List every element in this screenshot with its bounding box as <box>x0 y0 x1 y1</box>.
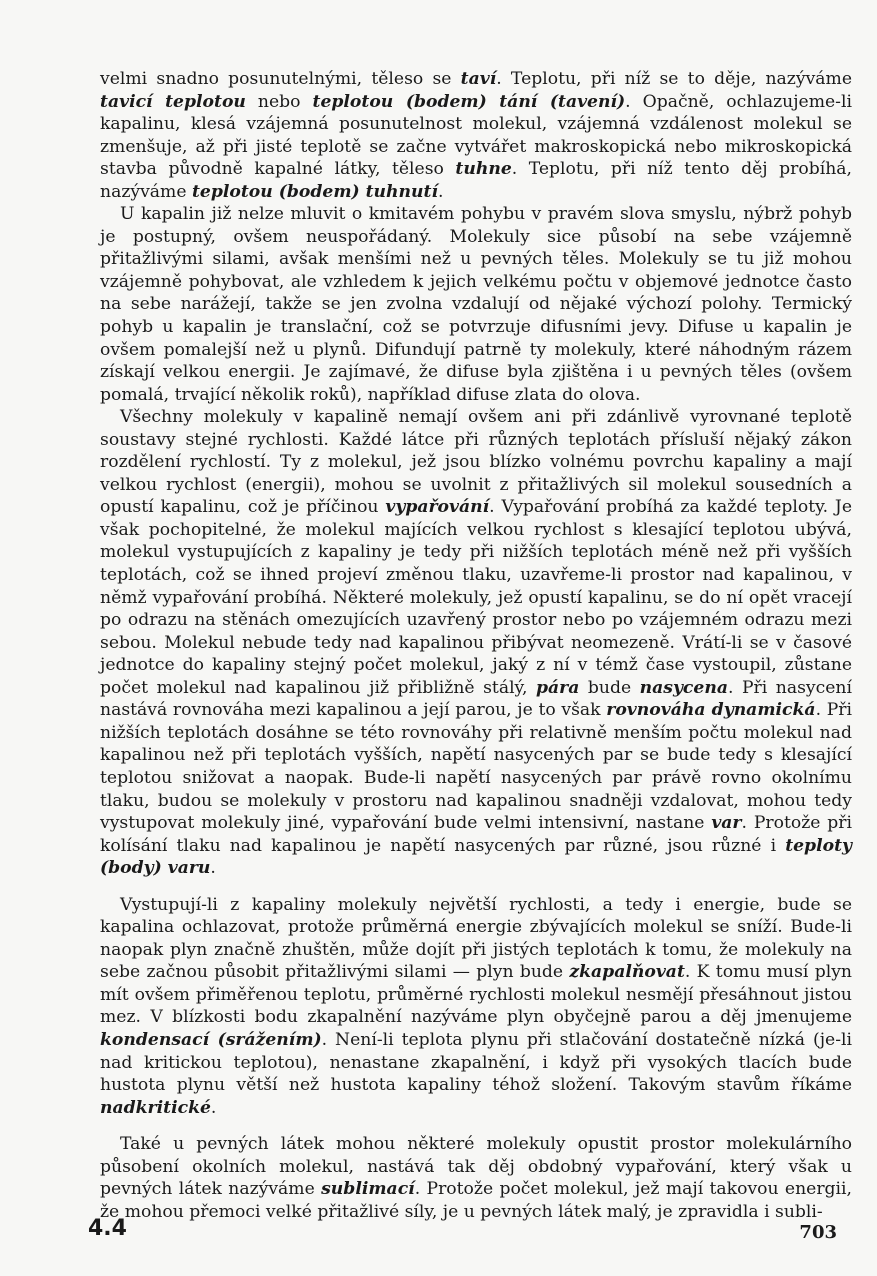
text-run: . Není-li teplota plynu při stlačování dostatečně nízká (je-li nad kritickou teplotou), nenastane zkapalnění, i když při vysokých tlacích bude hustota plynu větší než hustota kapaliny téhož složení. Takovým stavům říkáme <box>100 1029 852 1096</box>
text-run: . <box>438 181 444 202</box>
emphasized-term: var <box>711 813 742 834</box>
text-run: . Teplotu, při níž tento děj probíhá, nazýváme <box>100 159 852 202</box>
emphasized-term: kondensací (srážením) <box>100 1029 322 1050</box>
text-run: . Opačně, ochlazujeme-li kapalinu, klesá vzájemná posunutelnost molekul, vzájemná vzdálenost molekul se zmenšuje, až při jisté teplotě se začne vytvářet makroskopická nebo mikroskopická stavba původně kapalné látky, těleso <box>100 91 852 180</box>
text-run: . Při nižších teplotách dosáhne se této rovnováhy při relativně menším počtu molekul nad kapalinou než při teplotách vyšších, napětí nasycených par se bude tedy s klesající teplotou snižovat a naopak. Bude-li napětí nasycených par právě rovno okolnímu tlaku, budou se molekuly v prostoru nad kapalinou snadněji vzdalovat, mohou tedy vystupovat molekuly jiné, vypařování bude velmi intensivní, nastane <box>100 700 852 834</box>
paragraph-liquids <box>100 203 852 406</box>
text-run: . Teplotu, při níž se to děje, nazýváme <box>496 69 852 89</box>
text-run: . Protože počet molekul, jež mají takovou energii, že mohou přemoci velké přitažlivé síly, je u pevných látek malý, je zpravidla i subli- <box>100 1179 852 1222</box>
emphasized-term: teplotou (bodem) tuhnutí <box>191 181 439 202</box>
text-run: . <box>210 858 216 879</box>
emphasized-term: pára <box>535 677 580 698</box>
emphasized-term: nadkritické <box>100 1097 211 1118</box>
paragraph-evaporation <box>100 406 852 879</box>
text-run: velmi snadno posunutelnými, těleso se <box>100 69 461 89</box>
text-run: nebo <box>245 91 313 112</box>
text-run: bude <box>579 677 640 698</box>
paragraph-condensation <box>100 894 852 1119</box>
text-run: . Při nasycení nastává rovnováha mezi kapalinou a její parou, je to však <box>100 677 852 721</box>
emphasized-term: taví <box>460 69 497 89</box>
text-run: . Protože při kolísání tlaku nad kapalinou je napětí nasycených par různé, jsou různé i <box>100 813 853 856</box>
text-run: . <box>210 1097 217 1118</box>
paragraph-sublimation <box>100 1133 852 1223</box>
emphasized-term: tuhne <box>455 159 512 180</box>
emphasized-term: nasycena <box>639 677 728 698</box>
paragraph-melting <box>100 68 852 203</box>
emphasized-term: vypařování <box>385 497 490 518</box>
emphasized-term: zkapalňovat <box>569 962 685 983</box>
section-number: 4.4 <box>88 1216 127 1241</box>
text-run: Všechny molekuly v kapalině nemají ovšem ani při zdánlivě vyrovnané teplotě soustavy stejné rychlosti. Každé látce při různých teplotách přísluší nějaký zákon rozdělení rychlostí. Ty z molekul, jež jsou blízko volnému povrchu kapaliny a mají velkou rychlost (energii), mohou se uvolnit z přitažlivých sil molekul sousedních a opustí kapalinu, což je příčinou <box>100 407 852 518</box>
page-body <box>100 68 852 1223</box>
text-run: U kapalin již nelze mluvit o kmitavém pohybu v pravém slova smyslu, nýbrž pohyb je postupný, ovšem neuspořádaný. Molekuly sice působí na sebe vzájemně přitažlivými silami, avšak menšími než u pevných těles. Molekuly se tu již mohou vzájemně pohybovat, ale vzhledem k jejich velkému počtu v objemové jednotce často na sebe narážejí, takže se jen zvolna vzdalují od nějaké výchozí polohy. Termický pohyb u kapalin je translační, což se potvrzuje difusními jevy. Difuse u kapalin je ovšem pomalejší než u plynů. Difundují patrně ty molekuly, které náhodným rázem získají velkou energii. Je zajímavé, že difuse byla zjištěna i u pevných těles (ovšem pomalá, trvající několik roků), například difuse zlata do olova. <box>100 204 852 405</box>
text-run: Také u pevných látek mohou některé molekuly opustit prostor molekulárního působení okolních molekul, nastává tak děj obdobný vypařování, který však u pevných látek nazýváme <box>100 1134 852 1200</box>
emphasized-term: teplotou (bodem) tání (tavení) <box>312 91 626 112</box>
text-run: . K tomu musí plyn mít ovšem přiměřenou teplotu, průměrné rychlosti molekul nesmějí přesáhnout jistou mez. V blízkosti bodu zkapalnění nazýváme plyn obyčejně parou a děj jmenujeme <box>100 962 852 1028</box>
page-number: 703 <box>799 1222 837 1243</box>
emphasized-term: teploty (body) varu <box>100 835 852 879</box>
emphasized-term: tavicí teplotou <box>100 91 246 112</box>
emphasized-term: sublimací <box>321 1179 415 1200</box>
text-run: . Vypařování probíhá za každé teploty. Je však pochopitelné, že molekul majících velkou rychlost s klesající teplotou ubývá, molekul vystupujících z kapaliny je tedy při nižších teplotách méně než při vyšších teplotách, což se ihned projeví změnou tlaku, uzavřeme-li prostor nad kapalinou, v němž vypařování probíhá. Některé molekuly, jež opustí kapalinu, se do ní opět vracejí po odrazu na stěnách omezujících uzavřený prostor nebo po vzájemném odrazu mezi sebou. Molekul nebude tedy nad kapalinou přibývat neomezeně. Vrátí-li se v časové jednotce do kapaliny stejný počet molekul, jaký z ní v témž čase vystoupil, zůstane počet molekul nad kapalinou již přibližně stálý, <box>100 497 852 698</box>
text-run: Vystupují-li z kapaliny molekuly největší rychlosti, a tedy i energie, bude se kapalina ochlazovat, protože průměrná energie zbývajících molekul se sníží. Bude-li naopak plyn značně zhuštěn, může dojít při jistých teplotách k tomu, že molekuly na sebe začnou působit přitažlivými silami — plyn bude <box>100 894 852 983</box>
emphasized-term: rovnováha dynamická <box>606 700 816 721</box>
